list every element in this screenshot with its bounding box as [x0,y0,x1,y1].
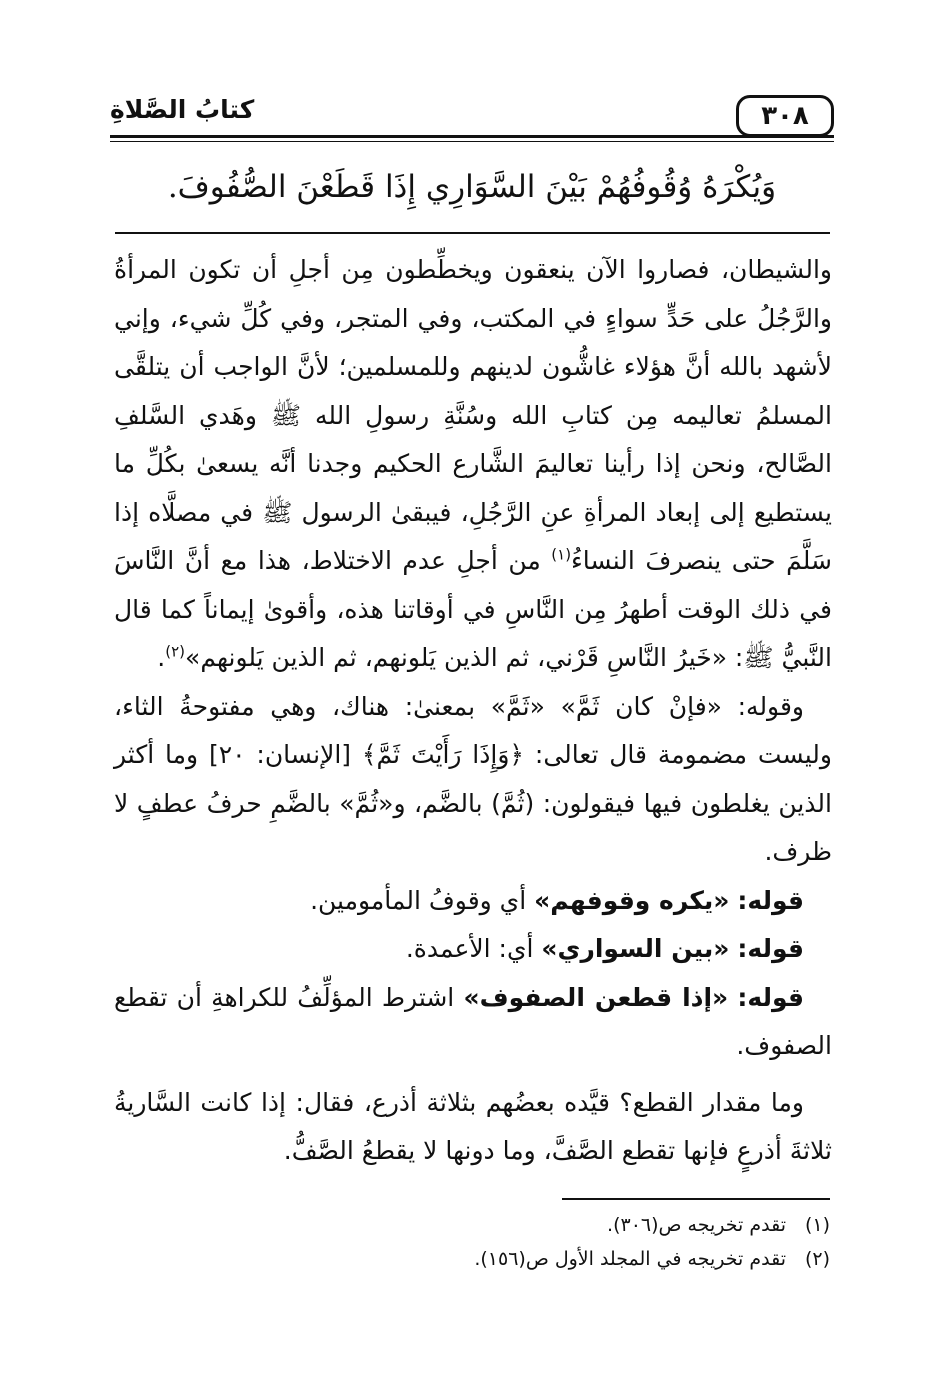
footnote-ref-2: (٢) [165,642,186,661]
footnote-item [112,1208,830,1242]
footnote-number: (٢) [804,1248,830,1270]
matn-divider [115,232,830,234]
qawl-label: قوله: [737,934,804,963]
paragraph-1-end: . [157,643,166,672]
header-rule-thin [110,141,834,142]
qawl-item [114,877,832,926]
qawl-text: اشترط المؤلِّفُ للكراهةِ أن تقطع الصفوف. [114,982,832,1060]
paragraph-1 [114,246,832,683]
footnote-text: تقدم تخريجه في المجلد الأول ص(١٥٦). [474,1248,786,1270]
footnote-text: تقدم تخريجه ص(٣٠٦). [607,1214,786,1236]
qawl-quote: «يكره وقوفهم» [534,885,730,915]
paragraph-1-part-b: من أجلِ عدم الاختلاط، هذا مع أنَّ النَّاسَ في ذلك الوقت أطهرُ مِن النَّاسِ في أوقاتنا هذه، وأقوىٰ إيماناً كما قال النَّبيُّ ﷺ: «خَيرُ النَّاسِ قَرْني، ثم الذين يَلونهم، ثم الذين يَلونهم» [114,546,832,672]
paragraph-2: وقوله: «فإنْ كان ثَمَّ» «ثَمَّ» بمعنىٰ: هناك، وهي مفتوحةُ الثاء، وليست مضمومة قال تعالى: ﴿وَإِذَا رَأَيْتَ ثَمَّ﴾ [الإنسان: ٢٠] وما أكثر الذين يغلطون فيها فيقولون: (ثُمَّ) بالضَّم، و«ثُمَّ» بالضَّمِ حرفُ عطفٍ لا ظرف. [114,691,832,866]
footnote-item [112,1242,830,1276]
page-header [110,95,834,155]
final-paragraph: وما مقدار القطع؟ قيَّده بعضُهم بثلاثة أذرع، فقال: إذا كانت السَّاريةُ ثلاثةَ أذرعٍ فإنها تقطع الصَّفَّ، وما دونها لا يقطعُ الصَّفُّ. [114,1087,832,1165]
qawl-label: قوله: [737,982,804,1012]
footnote-number: (١) [804,1214,830,1236]
footnote-divider [562,1198,830,1200]
spacer [114,1071,832,1079]
matn-text: وَيُكْرَهُ وُقُوفُهُمْ بَيْنَ السَّوَارِي إِذَا قَطَعْنَ الصُّفُوفَ. [167,169,777,205]
footnote-ref-1: (١) [551,545,572,564]
qawl-text: أي وقوفُ المأمومين. [310,885,535,915]
book-title: كتابُ الصَّلاةِ [110,95,255,124]
header-rule [110,135,834,138]
qawl-section [114,877,832,1071]
qawl-item [114,974,832,1071]
qawl-quote: «بين السواري» [541,934,730,963]
commentary-body [114,246,832,1176]
qawl-item [114,925,832,974]
qawl-quote: «إذا قطعن الصفوف» [463,982,729,1012]
qawl-text: أي: الأعمدة. [405,934,542,963]
page-number: ٣٠٨ [736,95,834,137]
paragraph-1-part-a: والشيطان، فصاروا الآن ينعقون ويخطِّطون مِن أجلِ أن تكون المرأةُ والرَّجُلُ على حَدٍّ سواءٍ في المكتب، وفي المتجر، وفي كُلِّ شيء، وإني لأشهد بالله أنَّ هؤلاء غاشُّون لدينهم وللمسلمين؛ لأنَّ الواجب أن يتلقَّى المسلمُ تعاليمه مِن كتابِ الله وسُنَّةِ رسولِ الله ﷺ وهَدي السَّلفِ الصَّالح، ونحن إذا رأينا تعاليمَ الشَّارع الحكيم وجدنا أنَّه يسعىٰ بكُلِّ ما يستطيع إلى إبعاد المرأةِ عنِ الرَّجُلِ، فيبقىٰ الرسول ﷺ في مصلَّاه إذا سَلَّمَ حتى ينصرفَ النساءُ [114,255,832,575]
qawl-label: قوله: [737,885,804,915]
footnotes [112,1208,830,1276]
